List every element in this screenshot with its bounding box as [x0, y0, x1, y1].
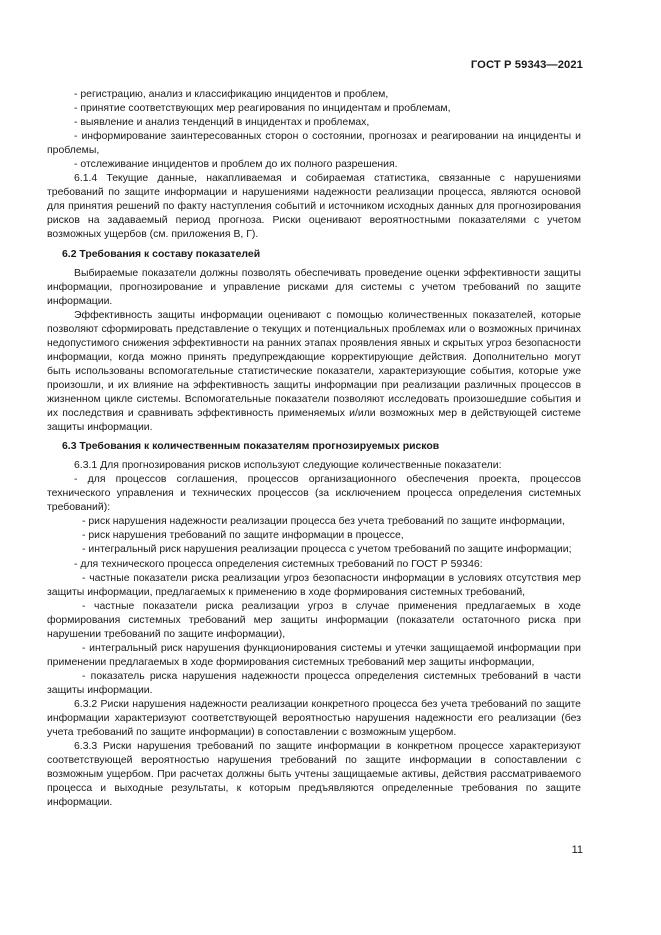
- paragraph: Выбираемые показатели должны позволять обеспечивать проведение оценки эффективности защиты информации, прогнозирование и управление рисками для системы с учетом требований по защите информации.: [47, 267, 581, 307]
- page-number: 11: [571, 844, 583, 856]
- list-item: - частные показатели риска реализации угроз в случае применения предлагаемых в ходе формирования системных требований мер защиты информации (показатели остаточного риска при нарушении требований по защите информации),: [47, 600, 581, 640]
- paragraph-6-3-3: 6.3.3 Риски нарушения требований по защите информации в конкретном процессе характеризуют соответствующей вероятностью нарушения требований по защите информации в сопоставлении с возможным ущербом. При расчетах должны быть учтены защищаемые активы, действия рассматриваемого процесса и выходные результаты, к которым предъявляются определенные требования по защите информации.: [47, 741, 581, 809]
- paragraph-6-1-4: 6.1.4 Текущие данные, накапливаемая и собираемая статистика, связанные с нарушениями требований по защите информации и нарушениями надежности реализации процесса, являются основой для принятия решений по факту наступления событий и источником исходных данных для прогнозирования рисков на задаваемый период прогноза. Риски оценивают вероятностными показателями с учетом возможных ущербов (см. приложения В, Г).: [47, 173, 581, 241]
- paragraph-6-3-2: 6.3.2 Риски нарушения надежности реализации конкретного процесса без учета требований по защите информации характеризуют соответствующей вероятностью нарушения надежности его реализации (без учета требований по защите информации) в сопоставлении с возможным ущербом.: [47, 698, 581, 739]
- list-item: - показатель риска нарушения надежности процесса определения системных требований в части защиты информации.: [47, 670, 581, 696]
- list-item: - риск нарушения надежности реализации процесса без учета требований по защите информации,: [82, 516, 565, 528]
- list-item: - принятие соответствующих мер реагирования по инцидентам и проблемам,: [74, 103, 451, 115]
- list-item: - информирование заинтересованных сторон о состоянии, прогнозах и реагировании на инциденты и проблемы,: [47, 131, 581, 157]
- list-item: - отслеживание инцидентов и проблем до их полного разрешения.: [74, 159, 398, 171]
- list-item: - интегральный риск нарушения функционирования системы и утечки защищаемой информации при применении предлагаемых в ходе формирования системных требований мер защиты информации,: [47, 642, 581, 668]
- document-body: [47, 88, 581, 810]
- list-item: - выявление и анализ тенденций в инцидентах и проблемах,: [74, 117, 370, 129]
- paragraph-6-3-1: 6.3.1 Для прогнозирования рисков используют следующие количественные показатели:: [74, 460, 502, 472]
- list-item: - частные показатели риска реализации угроз безопасности информации в условиях отсутствия мер защиты информации, предлагаемых к применению в ходе формирования системных требований,: [47, 572, 581, 598]
- list-item: - интегральный риск нарушения реализации процесса с учетом требований по защите информации;: [82, 544, 572, 556]
- document-code: ГОСТ Р 59343—2021: [470, 59, 583, 71]
- list-item: - регистрацию, анализ и классификацию инцидентов и проблем,: [74, 89, 389, 100]
- paragraph: Эффективность защиты информации оценивают с помощью количественных показателей, которые позволяют сформировать представление о текущих и потенциальных проблемах или о возможных причинах недопустимого снижения эффективности на ранних этапах проявления явных и скрытых угроз безопасности информации, когда можно принять предупреждающие корректирующие действия. Дополнительно могут быть использованы вспомогательные статистические показатели, характеризующие события, которые уже произошли, и их влияние на эффективность защиты информации при реализации различных процессов в жизненном цикле системы. Вспомогательные показатели позволяют исследовать произошедшие события и их последствия и сравнивать эффективность применяемых и/или возможных мер в действующей системе защиты информации.: [47, 309, 581, 434]
- list-item: - для технического процесса определения системных требований по ГОСТ Р 59346:: [74, 558, 483, 570]
- section-heading-6-2: 6.2 Требования к составу показателей: [62, 248, 261, 260]
- list-item: - для процессов соглашения, процессов организационного обеспечения проекта, процессов технического управления и технических процессов (за исключением процесса определения системных требований):: [47, 474, 581, 514]
- list-item: - риск нарушения требований по защите информации в процессе,: [82, 530, 404, 542]
- section-heading-6-3: 6.3 Требования к количественным показателям прогнозируемых рисков: [62, 441, 440, 453]
